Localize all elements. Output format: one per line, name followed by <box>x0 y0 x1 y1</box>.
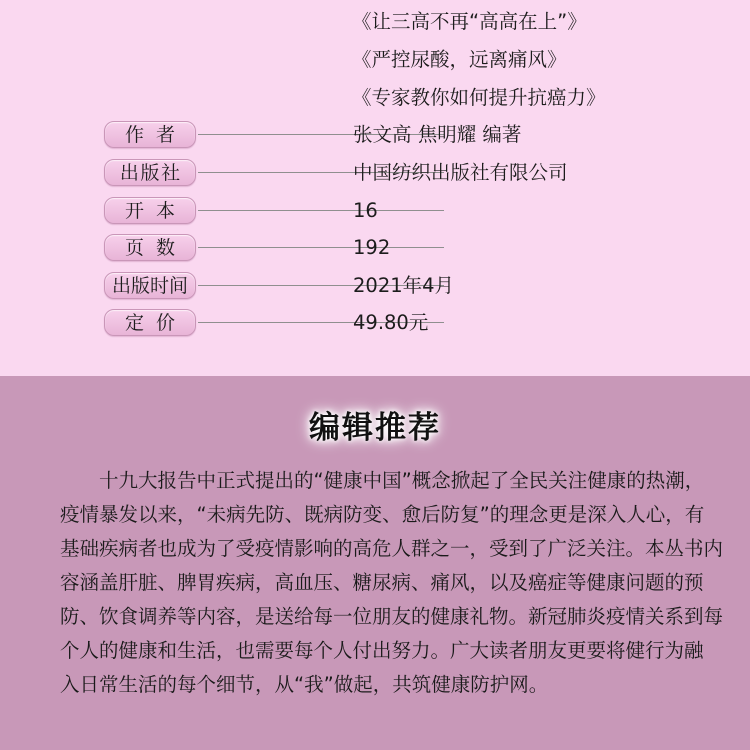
info-row-date <box>104 272 664 300</box>
info-value-publisher: 中国纺织出版社有限公司 <box>353 161 568 184</box>
info-label-date: 出版时间 <box>104 272 196 299</box>
recommend-heading: 编辑推荐 <box>309 410 441 446</box>
book-title-1: 《让三高不再“高高在上”》 <box>352 10 587 33</box>
paragraph-line: 十九大报告中正式提出的“健康中国”概念掀起了全民关注健康的热潮， <box>60 469 705 492</box>
paragraph-line: 个人的健康和生活，也需要每个人付出努力。广大读者朋友更要将健行为融 <box>60 639 704 662</box>
info-value-author: 张文高 焦明耀 编著 <box>353 123 522 146</box>
leader-line <box>198 247 444 248</box>
info-label-author: 作 者 <box>104 121 196 148</box>
info-row-author <box>104 121 664 149</box>
info-value-format: 16 <box>353 199 378 222</box>
info-value-pages: 192 <box>353 236 391 259</box>
paragraph-line: 疫情暴发以来，“未病先防、既病防变、愈后防复”的理念更是深入人心，有 <box>60 503 705 526</box>
info-row-pages <box>104 234 664 262</box>
info-label-format: 开 本 <box>104 197 196 224</box>
book-title-2: 《严控尿酸，远离痛风》 <box>352 48 567 71</box>
info-label-publisher: 出 版 社 <box>104 159 196 186</box>
paragraph-line: 防、饮食调养等内容，是送给每一位朋友的健康礼物。新冠肺炎疫情关系到每 <box>60 605 724 628</box>
recommend-paragraph <box>60 464 724 702</box>
info-value-price: 49.80元 <box>353 311 429 334</box>
info-label-price: 定 价 <box>104 309 196 336</box>
leader-line <box>198 210 444 211</box>
info-row-format <box>104 197 664 225</box>
info-row-price <box>104 309 664 337</box>
info-label-pages: 页 数 <box>104 234 196 261</box>
info-row-publisher <box>104 159 664 187</box>
paragraph-line: 容涵盖肝脏、脾胃疾病，高血压、糖尿病、痛风，以及癌症等健康问题的预 <box>60 571 704 594</box>
book-title-3: 《专家教你如何提升抗癌力》 <box>352 86 606 109</box>
info-value-date: 2021年4月 <box>353 274 455 297</box>
paragraph-line: 入日常生活的每个细节，从“我”做起，共筑健康防护网。 <box>60 673 549 696</box>
paragraph-line: 基础疾病者也成为了受疫情影响的高危人群之一，受到了广泛关注。本丛书内 <box>60 537 724 560</box>
